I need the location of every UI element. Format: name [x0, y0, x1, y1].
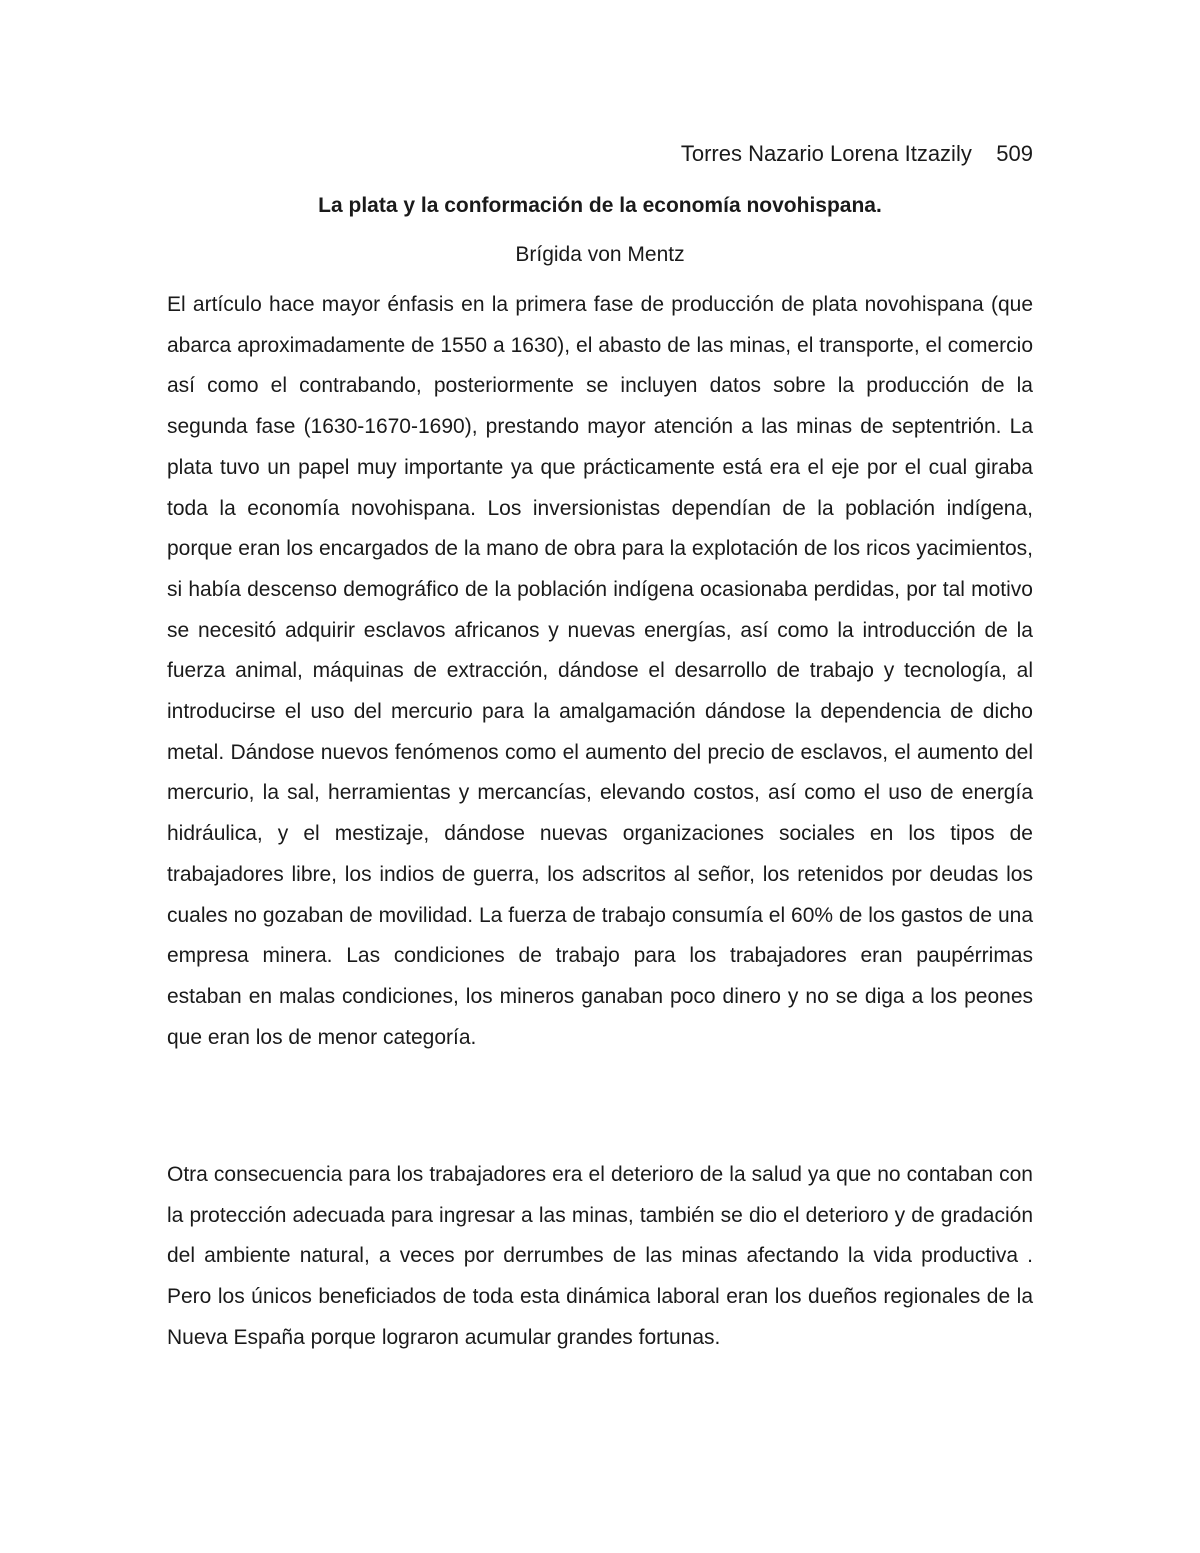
page-header: Torres Nazario Lorena Itzazily 509 — [680, 141, 1033, 166]
document-title: La plata y la conformación de la economía novohispana. — [318, 194, 882, 217]
body-paragraph-2: Otra consecuencia para los trabajadores era el deterioro de la salud ya que no contaban con la protección adecuada para ingresar a las minas, también se dio el deterioro y de gradación del ambiente natural, a veces por derrumbes de las minas afectando la vida productiva . Pero los únicos beneficiados de toda esta dinámica laboral eran los dueños regionales de la Nueva España porque lograron acumular grandes fortunas. — [167, 1163, 1033, 1349]
document-author: Brígida von Mentz — [515, 243, 685, 266]
body-paragraph-1: El artículo hace mayor énfasis en la primera fase de producción de plata novohispana (que abarca aproximadamente de 1550 a 1630), el abasto de las minas, el transporte, el comercio así como el contrabando, posteriormente se incluyen datos sobre la producción de la segunda fase (1630-1670-1690), prestando mayor atención a las minas de septentrión. La plata tuvo un papel muy importante ya que prácticamente está era el eje por el cual giraba toda la economía novohispana. Los inversionistas dependían de la población indígena, porque eran los encargados de la mano de obra para la explotación de los ricos yacimientos, si había descenso demográfico de la población indígena ocasionaba perdidas, por tal motivo se necesitó adquirir esclavos africanos y nuevas energías, así como la introducción de la fuerza animal, máquinas de extracción, dándose el desarrollo de trabajo y tecnología, al introducirse el uso del mercurio para la amalgamación dándose la dependencia de dicho metal. Dándose nuevos fenómenos como el aumento del precio de esclavos, el aumento del mercurio, la sal, herramientas y mercancías, elevando costos, así como el uso de energía hidráulica, y el mestizaje, dándose nuevas organizaciones sociales en los tipos de trabajadores libre, los indios de guerra, los adscritos al señor, los retenidos por deudas los cuales no gozaban de movilidad. La fuerza de trabajo consumía el 60% de los gastos de una empresa minera. Las condiciones de trabajo para los trabajadores eran paupérrimas estaban en malas condiciones, los mineros ganaban poco dinero y no se diga a los peones que eran los de menor categoría. — [167, 293, 1033, 1049]
